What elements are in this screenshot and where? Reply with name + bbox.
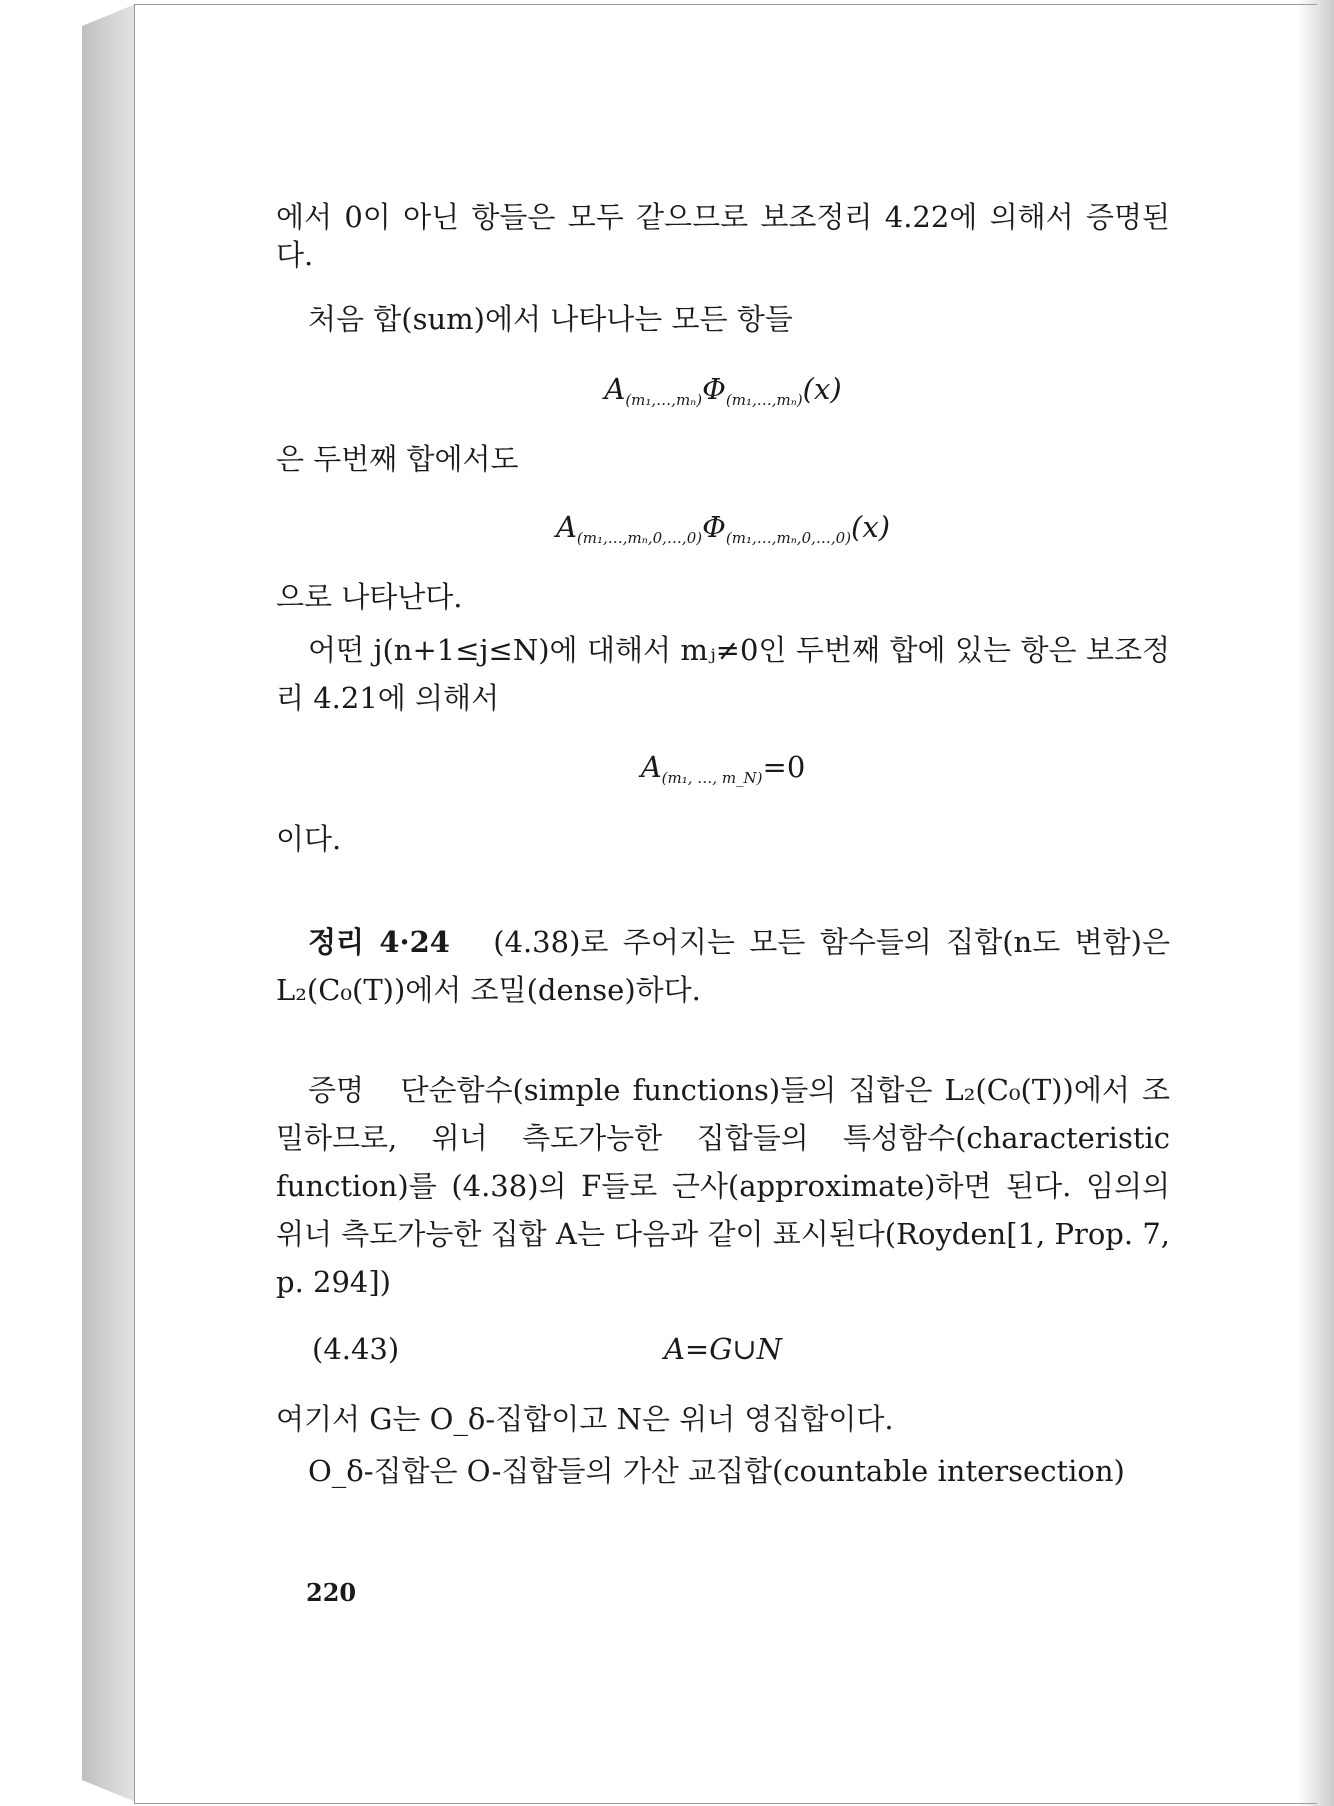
theorem-text: (4.38)로 주어지는 모든 함수들의 집합(n도 변함)은 L₂(C₀(T))에서 조밀(dense)하다. xyxy=(276,925,1170,1007)
eq2-sub-b: (m₁,…,mₙ,0,…,0) xyxy=(725,529,852,547)
eq1-sub-a: (m₁,…,mₙ) xyxy=(625,391,703,409)
eq3-a: A xyxy=(640,750,662,784)
paragraph-6: 이다. xyxy=(276,822,342,856)
paragraph-3: 은 두번째 합에서도 xyxy=(276,442,519,476)
eq2-sub-a: (m₁,…,mₙ,0,…,0) xyxy=(576,529,703,547)
equation-number: (4.43) xyxy=(312,1332,400,1366)
proof-text: 단순함수(simple functions)들의 집합은 L₂(C₀(T))에서 조밀하므로, 위너 측도가능한 집합들의 특성함수(characteristic function)를 (4.38)의 F들로 근사(approximate)하면 된다. 임의의 위너 측도가능한 집합 A는 다음과 같이 표시된다(Royden[1, Prop. 7, p. 294]) xyxy=(276,1073,1170,1299)
paragraph-5: 어떤 j(n+1≤j≤N)에 대해서 mⱼ≠0인 두번째 합에 있는 항은 보조정리 4.21에 의해서 xyxy=(276,633,1170,715)
paragraph-2: 처음 합(sum)에서 나타나는 모든 항들 xyxy=(308,302,793,336)
book-spine xyxy=(82,4,136,1802)
page-edge-shadow xyxy=(1298,0,1334,1806)
eq2-phi: Φ xyxy=(702,510,726,544)
paragraph-after-equation: 여기서 G는 O_δ-집합이고 N은 위너 영집합이다. xyxy=(276,1402,894,1436)
eq2-a: A xyxy=(555,510,577,544)
eq2-x: (x) xyxy=(851,510,891,544)
paragraph-last: O_δ-집합은 O-집합들의 가산 교집합(countable intersection) xyxy=(308,1454,1125,1488)
theorem-4-24 xyxy=(276,918,1170,1014)
equation-4-43 xyxy=(276,1330,1170,1370)
eq3-rest: =0 xyxy=(762,750,806,784)
paragraph-4: 으로 나타난다. xyxy=(276,580,463,614)
page-number: 220 xyxy=(306,1578,357,1607)
eq1-phi: Φ xyxy=(702,372,726,406)
equation-1 xyxy=(276,370,1170,419)
proof xyxy=(276,1066,1170,1306)
eq1-x: (x) xyxy=(802,372,842,406)
eq1-a: A xyxy=(604,372,626,406)
paragraph-1: 에서 0이 아닌 항들은 모두 같으므로 보조정리 4.22에 의해서 증명된다. xyxy=(276,200,1170,272)
eq3-sub: (m₁, …, m_N) xyxy=(661,769,763,787)
page-sheet xyxy=(134,4,1317,1804)
equation-2 xyxy=(276,508,1170,557)
proof-label: 증명 xyxy=(308,1073,365,1107)
eq1-sub-b: (m₁,…,mₙ) xyxy=(725,391,803,409)
equation-3 xyxy=(276,748,1170,797)
equation-4-43-text: A=G∪N xyxy=(663,1332,783,1366)
theorem-label: 정리 4·24 xyxy=(308,925,450,959)
